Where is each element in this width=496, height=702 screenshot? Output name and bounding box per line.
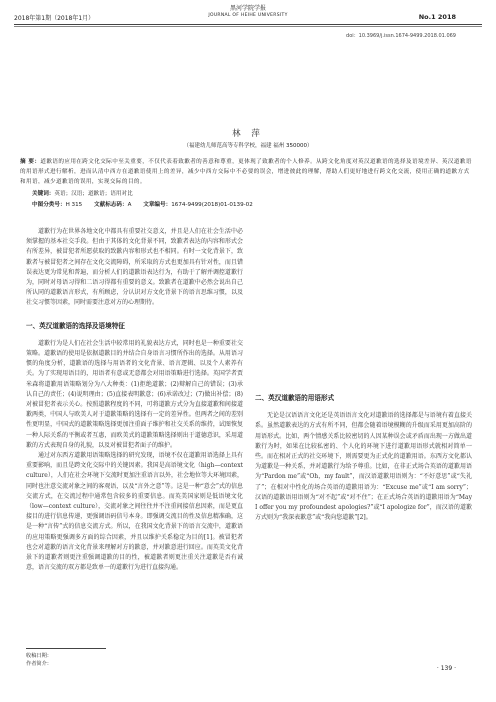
doi: doi：10.3969/j.issn.1674-9499.2018.01.069 bbox=[346, 33, 456, 39]
class-label: 中图分类号： bbox=[32, 202, 66, 208]
class-value: H 315 bbox=[65, 202, 83, 208]
section-1-paragraph-1: 道歉行为是人们在社会生活中较常用的礼貌表达方式，同时也是一种重要社交策略。道歉语的使用是依据道歉目的并结合自身语言习惯所作出的选择。从用语习惯的角度分析，道歉语的选择与用语者的文化背景、语言逻辑、以及个人素养有关。为了实现用语目的，用语者有意或无意都会对用语策略进行选择。英国学者贾米森将道歉用语策略划分为八大种类：(1)拒绝道歉；(2)辩解自己的错误；(3)承认自己的责任；(4)说明理由；(5)直接表明歉意；(6)承诺改过；(7)做出补偿；(8)对被冒犯者表示关心。按照道歉程度的不同，可将道歉方式分为直接道歉和间接道歉两类，中国人与欧美人对于道歉策略的选择有一定的差异性。但两者之间的差别性更明显，中国式的道歉策略选择更加注重面子维护和社交关系的维持，试图恢复一种人际关系的平衡或者互惠，而欧美式的道歉策略选择则出于道德意识，采用道歉的方式表现自身的礼貌，以及对被冒犯者面子的维护。 bbox=[26, 339, 243, 449]
journal-name-cn: 黑河学院学报 bbox=[229, 5, 266, 12]
keywords-text: 英语；汉语；道歉语；语用对比 bbox=[54, 191, 133, 197]
keywords-label: 关键词： bbox=[32, 191, 55, 197]
section-1-paragraph-2: 通过对东西方道歉用语策略选择的研究发现，语境不仅在道歉用语选择上具有重要影响，而且是跨文化交际中的关键因素。我国是高语境文化（high—context culture），人们在社会环境下交流时更加注重语言以外，社会地位等大环境因素，同时也注意交流对象之间的客观语，以及“言外之意”等。这是一种“意会”式的信息交流方式，在交流过程中通常包含较多的重要信息。而英美国家则是低语境文化（low—context culture），交流对象之间往往并不注重间接信息因素，而是更直接目的进行信息传递，更强调语码信号本身。即强调交流目的性及信息精准确，这是一种“言传”式的信息交流方式。所以，在我国文化背景下的语言交流中，道歉语的应用策略更强调多方面的综合因素，并且以维护关系稳定为目的[1]。被冒犯者也会对道歉的语言文化背景来理解对方的歉意，并对歉意进行回应。而英美文化背景下的道歉者则更注重强调道歉的目的性，被道歉者则更注重关注道歉是否有诚意，语言交流的双方都是致单一的道歉行为进行直接沟通。 bbox=[26, 452, 243, 572]
footnote-rule bbox=[26, 648, 106, 649]
received-date-label: 收稿日期： bbox=[26, 653, 52, 659]
section-1-title: 一、英汉道歉语的选择及语境特征 bbox=[26, 321, 125, 330]
author-name: 林 萍 bbox=[232, 129, 264, 139]
header-rule bbox=[14, 24, 482, 25]
journal-name-en: JOURNAL OF HEIHE UNIVERSITY bbox=[208, 12, 288, 18]
author-intro-label: 作者简介： bbox=[26, 661, 52, 667]
intro-paragraph: 道歉行为在世界各地文化中都具有重要社交意义，并且是人们在社会生活中必须掌握的基本社交手段。但由于其体的文化背景不同，致歉者表达的内容和形式会有所差异，被冒犯者所愿获取的致歉内容和形式也不相同。有时一文化背景下，致歉者与被冒犯者之间存在文化交流障碍，所采取的方式也更加具有针对性，而且错误表达更为常见和普遍，而分析人们的道歉语表达行为，有助于了解并调控道歉行为，同时对母语习得和二语习得都有重要的意义。致歉者在道歉中必然会说出自己所认同的道歉语言形式，有所顾虑，分认识对方文化背景下的语言思维习惯，以及社交习惯等因素，同时需要注意对方的心理期待。 bbox=[26, 228, 243, 307]
issue-left: 2018年第1期（2018年1月） bbox=[14, 15, 95, 22]
page-number: · 139 · bbox=[436, 665, 456, 672]
author-affiliation: （福建幼儿师范高等专科学校，福建 福州 350000） bbox=[183, 143, 313, 149]
section-2-paragraph-1: 无论是汉语语言文化还是英语语言文化对道歉语的选择都是与语境有着直接关系。虽然道歉表达的方式有所不同，但都会随着语境模糊的升级而采用更加高阶的用语形式。比如，两个情感关系比较密切的人因某种误会或矛盾而出现一方做出道歉行为时，如果在比较私密的、个人化的环境下进行道歉用语形式就相对简单一些。而在相对正式的社交环境下，则需要更为正式化的道歉用语。东西方文化都认为道歉是一种关系，并对道歉行为给予尊重。比如，在非正式场合英语的道歉用语为“Pardon me”或“Oh，my fault”，而汉语道歉用语则为：“不好意思”或“失礼了”；在相对中性化的场合英语的道歉用语为：“Excuse me”或“I am sorry”；汉语的道歉语用语则为“对不起”或“对不住”；在正式场合英语的道歉用语为“May I offer you my profoundest apologies?”或“I apologize for”，而汉语的道歉方式则为“我深表歉意”或“我向您道歉”[2]。 bbox=[255, 412, 472, 522]
footnote bbox=[26, 652, 52, 668]
classification-line bbox=[32, 200, 253, 208]
body-column-left bbox=[26, 227, 243, 572]
abstract bbox=[20, 157, 474, 187]
issue-right: No.1 2018 bbox=[418, 13, 456, 21]
doc-code-value: A bbox=[127, 202, 132, 208]
doc-code-label: 文献标志码： bbox=[94, 202, 128, 208]
title-area bbox=[20, 56, 476, 116]
article-id-value: 1674-9499(2018)01-0139-02 bbox=[171, 202, 253, 208]
section-2-title: 二、英汉道歉语的用语形式 bbox=[255, 394, 335, 402]
article-id-label: 文章编号： bbox=[143, 202, 172, 208]
abstract-text: 道歉语的应用在跨文化交际中至关重要，不仅代表着致歉者的善意和尊重，更体现了致歉者的个人修养。从跨文化角度对英汉道歉语的选择及语境差异、英汉道歉语的用语形式进行解析，进而认清中西方在道歉语使用上的差异，减少中西方交际中不必要的误会，增进彼此的理解，帮助人们更好地进行跨文化交流，使用正确的道歉方式和用语，减少道歉语的误用，实现交际的目的。 bbox=[20, 159, 472, 185]
keywords bbox=[32, 189, 133, 197]
abstract-label: 摘 要： bbox=[20, 159, 41, 165]
header-rule-thin bbox=[14, 26, 482, 27]
body-column-right bbox=[255, 227, 472, 523]
